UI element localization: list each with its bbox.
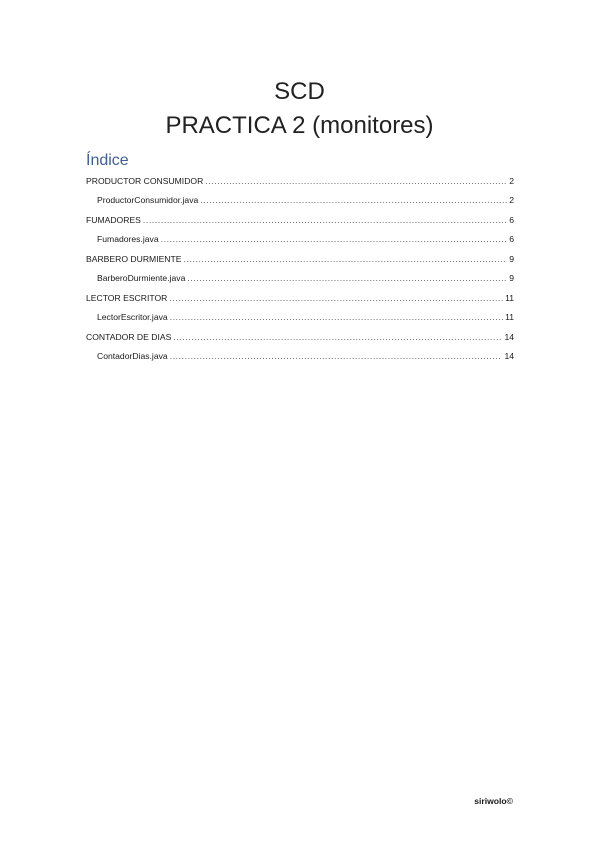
toc-entry-page: 6 (509, 234, 514, 244)
toc-entry-productor-consumidor[interactable] (86, 174, 514, 188)
toc-leader-dots (170, 349, 503, 363)
toc-entry-label: Fumadores.java (97, 234, 159, 244)
toc-leader-dots (143, 213, 507, 227)
toc-entry-label: ProductorConsumidor.java (97, 195, 199, 205)
document-subtitle: PRACTICA 2 (monitores) (165, 112, 434, 139)
toc-entry-lectorescritor-java[interactable] (97, 310, 514, 324)
toc-entry-page: 9 (509, 273, 514, 283)
toc-entry-page: 6 (509, 215, 514, 225)
toc-entry-label: PRODUCTOR CONSUMIDOR (86, 176, 204, 186)
toc-entry-label: CONTADOR DE DIAS (86, 332, 172, 342)
toc-entry-fumadores-java[interactable] (97, 232, 514, 246)
toc-entry-page: 9 (509, 254, 514, 264)
page-footer-author: siriwolo© (474, 796, 513, 806)
toc-leader-dots (200, 193, 507, 207)
toc-entry-page: 2 (509, 176, 514, 186)
toc-entry-label: BARBERO DURMIENTE (86, 254, 182, 264)
toc-entry-page: 14 (504, 332, 514, 342)
toc-entry-page: 14 (504, 351, 514, 361)
toc-leader-dots (169, 291, 503, 305)
toc-leader-dots (173, 330, 502, 344)
toc-entry-barbero-durmiente[interactable] (86, 252, 514, 266)
toc-entry-label: LECTOR ESCRITOR (86, 293, 168, 303)
toc-entry-page: 11 (505, 293, 514, 303)
toc-entry-label: FUMADORES (86, 215, 141, 225)
toc-entry-label: LectorEscritor.java (97, 312, 168, 322)
toc-entry-productorconsumidor-java[interactable] (97, 193, 514, 207)
toc-leader-dots (187, 271, 507, 285)
toc-entry-contador-de-dias[interactable] (86, 330, 514, 344)
toc-entry-page: 2 (509, 195, 514, 205)
toc-heading: Índice (86, 152, 129, 169)
toc-leader-dots (205, 174, 507, 188)
toc-leader-dots (184, 252, 508, 266)
toc-leader-dots (170, 310, 503, 324)
toc-entry-page: 11 (505, 312, 514, 322)
toc-entry-barberodurmiente-java[interactable] (97, 271, 514, 285)
toc-leader-dots (161, 232, 508, 246)
toc-entry-contadordias-java[interactable] (97, 349, 514, 363)
toc-entry-lector-escritor[interactable] (86, 291, 514, 305)
toc-entry-label: ContadorDias.java (97, 351, 168, 361)
toc-entry-fumadores[interactable] (86, 213, 514, 227)
document-title: SCD (274, 78, 325, 105)
toc-entry-label: BarberoDurmiente.java (97, 273, 186, 283)
